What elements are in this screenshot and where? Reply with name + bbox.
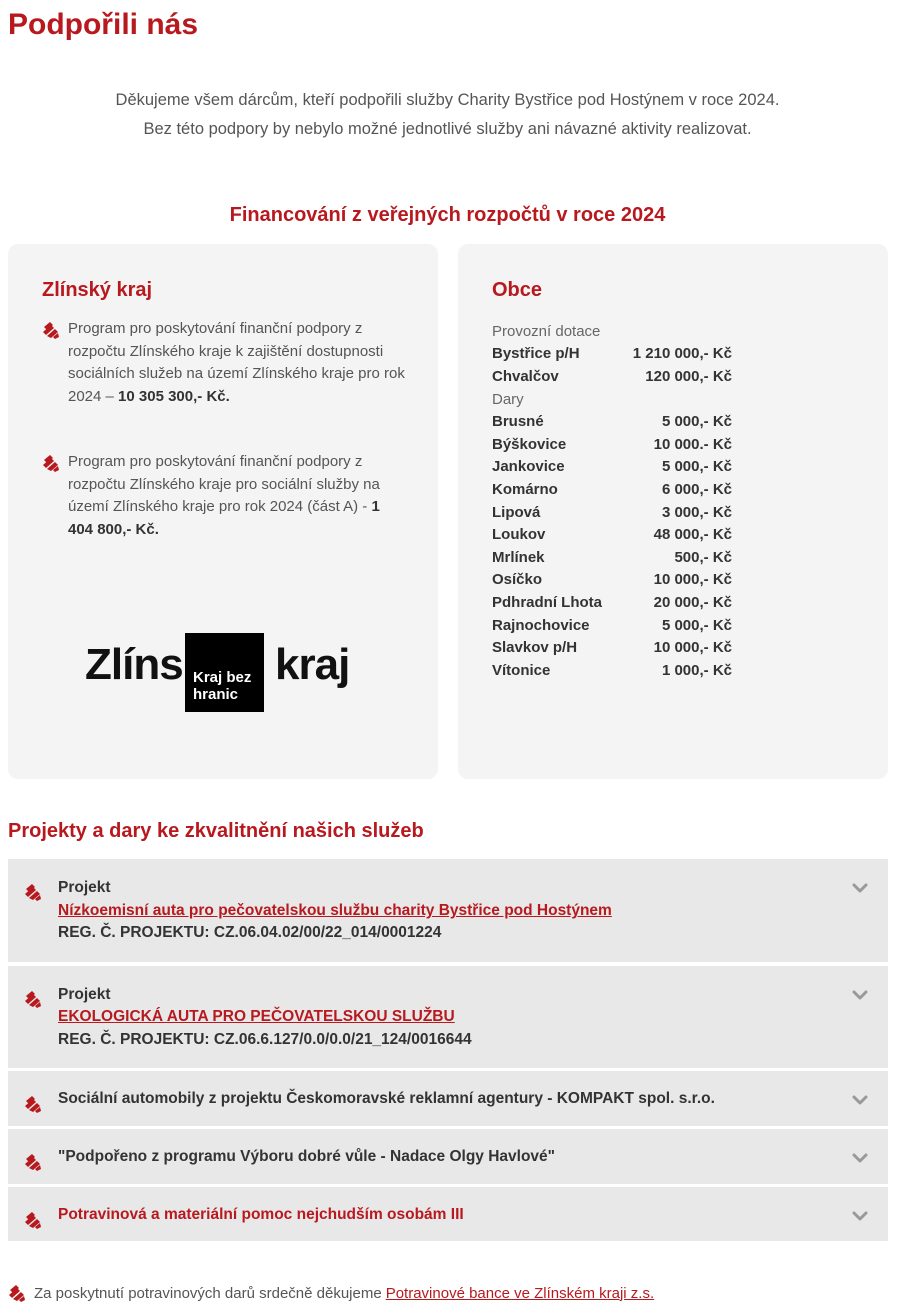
project-label: Sociální automobily z projektu Českomoravské reklamní agentury - KOMPAKT spol. s.r.o.: [58, 1090, 715, 1107]
project-reg-number: REG. Č. PROJEKTU: CZ.06.04.02/00/22_014/0001224: [58, 924, 442, 941]
footer-text: Za poskytnutí potravinových darů srdečně děkujeme: [34, 1284, 382, 1302]
projects-heading: Projekty a dary ke zkvalitnění našich služeb: [8, 820, 424, 842]
obec-row: [492, 343, 742, 366]
program-item: [42, 318, 407, 408]
obec-amount: 5 000,- Kč: [661, 413, 732, 431]
obec-name: Bystřice p/H: [492, 345, 580, 362]
logo-box: Kraj bez hranic: [185, 633, 264, 712]
project-label: Projekt: [58, 986, 111, 1003]
obec-row: [492, 434, 742, 457]
obec-name: Pdhradní Lhota: [492, 593, 602, 611]
footer-note: [8, 1284, 654, 1302]
obec-name: Býškovice: [492, 435, 567, 453]
project-accordion-item[interactable]: [8, 966, 888, 1070]
program-text: Program pro poskytování finanční podpory z rozpočtu Zlínského kraje k zajištění dostupnosti sociálních služeb na území Zlínského kraje pro rok 2024 –: [68, 320, 405, 405]
charity-heart-icon: [24, 990, 42, 1008]
obec-amount: 120 000,- Kč: [645, 367, 732, 385]
program-amount: 1 404 800,- Kč.: [68, 498, 380, 538]
chevron-down-icon[interactable]: [852, 1153, 868, 1163]
obec-amount: 6 000,- Kč: [661, 480, 732, 498]
obec-row: [492, 411, 742, 434]
zlinsky-kraj-title: Zlínský kraj: [42, 279, 153, 301]
obec-row: [492, 592, 742, 615]
project-label: "Podpořeno z programu Výboru dobré vůle - Nadace Olgy Havlové": [58, 1148, 556, 1165]
charity-heart-icon: [24, 1153, 42, 1171]
program-item: [42, 451, 407, 541]
group-label-dary: Dary: [492, 391, 524, 409]
obec-amount: 10 000,- Kč: [653, 571, 732, 589]
page-title: Podpořili nás: [8, 8, 199, 41]
obce-list: [492, 320, 742, 682]
charity-heart-icon: [42, 454, 60, 472]
food-bank-link[interactable]: Potravinové bance ve Zlínském kraji z.s.: [385, 1284, 655, 1302]
obec-amount: 10 000.- Kč: [653, 435, 732, 453]
obec-name: Brusné: [492, 413, 544, 431]
project-reg-number: REG. Č. PROJEKTU: CZ.06.6.127/0.0/0.0/21_124/0016644: [58, 1031, 472, 1048]
zlinsky-kraj-logo: [85, 632, 365, 714]
obec-row: [492, 366, 742, 389]
project-link[interactable]: EKOLOGICKÁ AUTA PRO PEČOVATELSKOU SLUŽBU: [58, 1008, 455, 1025]
intro-text: [0, 86, 895, 144]
obec-amount: 3 000,- Kč: [661, 503, 732, 521]
obec-name: Komárno: [492, 480, 558, 498]
obec-amount: 5 000,- Kč: [661, 458, 732, 476]
obec-name: Osíčko: [492, 571, 543, 589]
obec-row: [492, 524, 742, 547]
charity-heart-icon: [42, 321, 60, 339]
obec-name: Lipová: [492, 503, 541, 521]
obec-amount: 5 000,- Kč: [661, 616, 732, 634]
project-label: Projekt: [58, 879, 111, 896]
charity-heart-icon: [24, 883, 42, 901]
intro-line-1: Děkujeme všem dárcům, kteří podpořili služby Charity Bystřice pod Hostýnem v roce 2024.: [115, 91, 780, 109]
obec-name: Mrlínek: [492, 548, 545, 566]
obec-row: [492, 637, 742, 660]
chevron-down-icon[interactable]: [852, 1095, 868, 1105]
group-label-provozni: Provozní dotace: [492, 323, 601, 340]
obec-name: Rajnochovice: [492, 616, 590, 634]
charity-heart-icon: [24, 1095, 42, 1113]
project-accordion-item[interactable]: [8, 859, 888, 964]
financing-heading: Financování z veřejných rozpočtů v roce 2024: [229, 204, 666, 226]
obec-row: [492, 502, 742, 525]
obec-row: [492, 479, 742, 502]
obec-row: [492, 569, 742, 592]
obec-amount: 48 000,- Kč: [653, 526, 732, 544]
obec-name: Chvalčov: [492, 367, 559, 385]
obec-amount: 500,- Kč: [674, 548, 732, 566]
logo-word-kraj: kraj: [275, 640, 350, 689]
project-accordion-item[interactable]: [8, 1129, 888, 1186]
charity-heart-icon: [24, 1211, 42, 1229]
intro-line-2: Bez této podpory by nebylo možné jednotlivé služby ani návazné aktivity realizovat.: [143, 120, 752, 138]
program-text: Program pro poskytování finanční podpory z rozpočtu Zlínského kraje pro sociální služby na území Zlínského kraje pro rok 2024 (část A) -: [68, 453, 380, 516]
obec-row: [492, 660, 742, 683]
obec-row: [492, 547, 742, 570]
obec-amount: 1 000,- Kč: [661, 661, 732, 679]
obec-row: [492, 456, 742, 479]
obec-amount: 1 210 000,- Kč: [632, 345, 732, 362]
project-label: Potravinová a materiální pomoc nejchudším osobám III: [58, 1206, 464, 1223]
charity-heart-icon: [8, 1284, 26, 1302]
chevron-down-icon[interactable]: [852, 1211, 868, 1221]
obec-row: [492, 615, 742, 638]
project-accordion-item[interactable]: [8, 1187, 888, 1243]
program-amount: 10 305 300,- Kč.: [118, 387, 230, 405]
project-link[interactable]: Nízkoemisní auta pro pečovatelskou službu charity Bystřice pod Hostýnem: [58, 902, 612, 919]
obce-title: Obce: [492, 279, 543, 301]
obec-amount: 10 000,- Kč: [653, 639, 732, 657]
chevron-down-icon[interactable]: [852, 883, 868, 893]
obec-name: Slavkov p/H: [492, 639, 578, 657]
project-accordion-item[interactable]: [8, 1071, 888, 1128]
obec-amount: 20 000,- Kč: [653, 593, 732, 611]
obec-name: Jankovice: [492, 458, 565, 476]
logo-word-zlins: Zlíns: [85, 640, 183, 689]
chevron-down-icon[interactable]: [852, 990, 868, 1000]
obec-name: Loukov: [492, 526, 546, 544]
obec-name: Vítonice: [492, 661, 551, 679]
